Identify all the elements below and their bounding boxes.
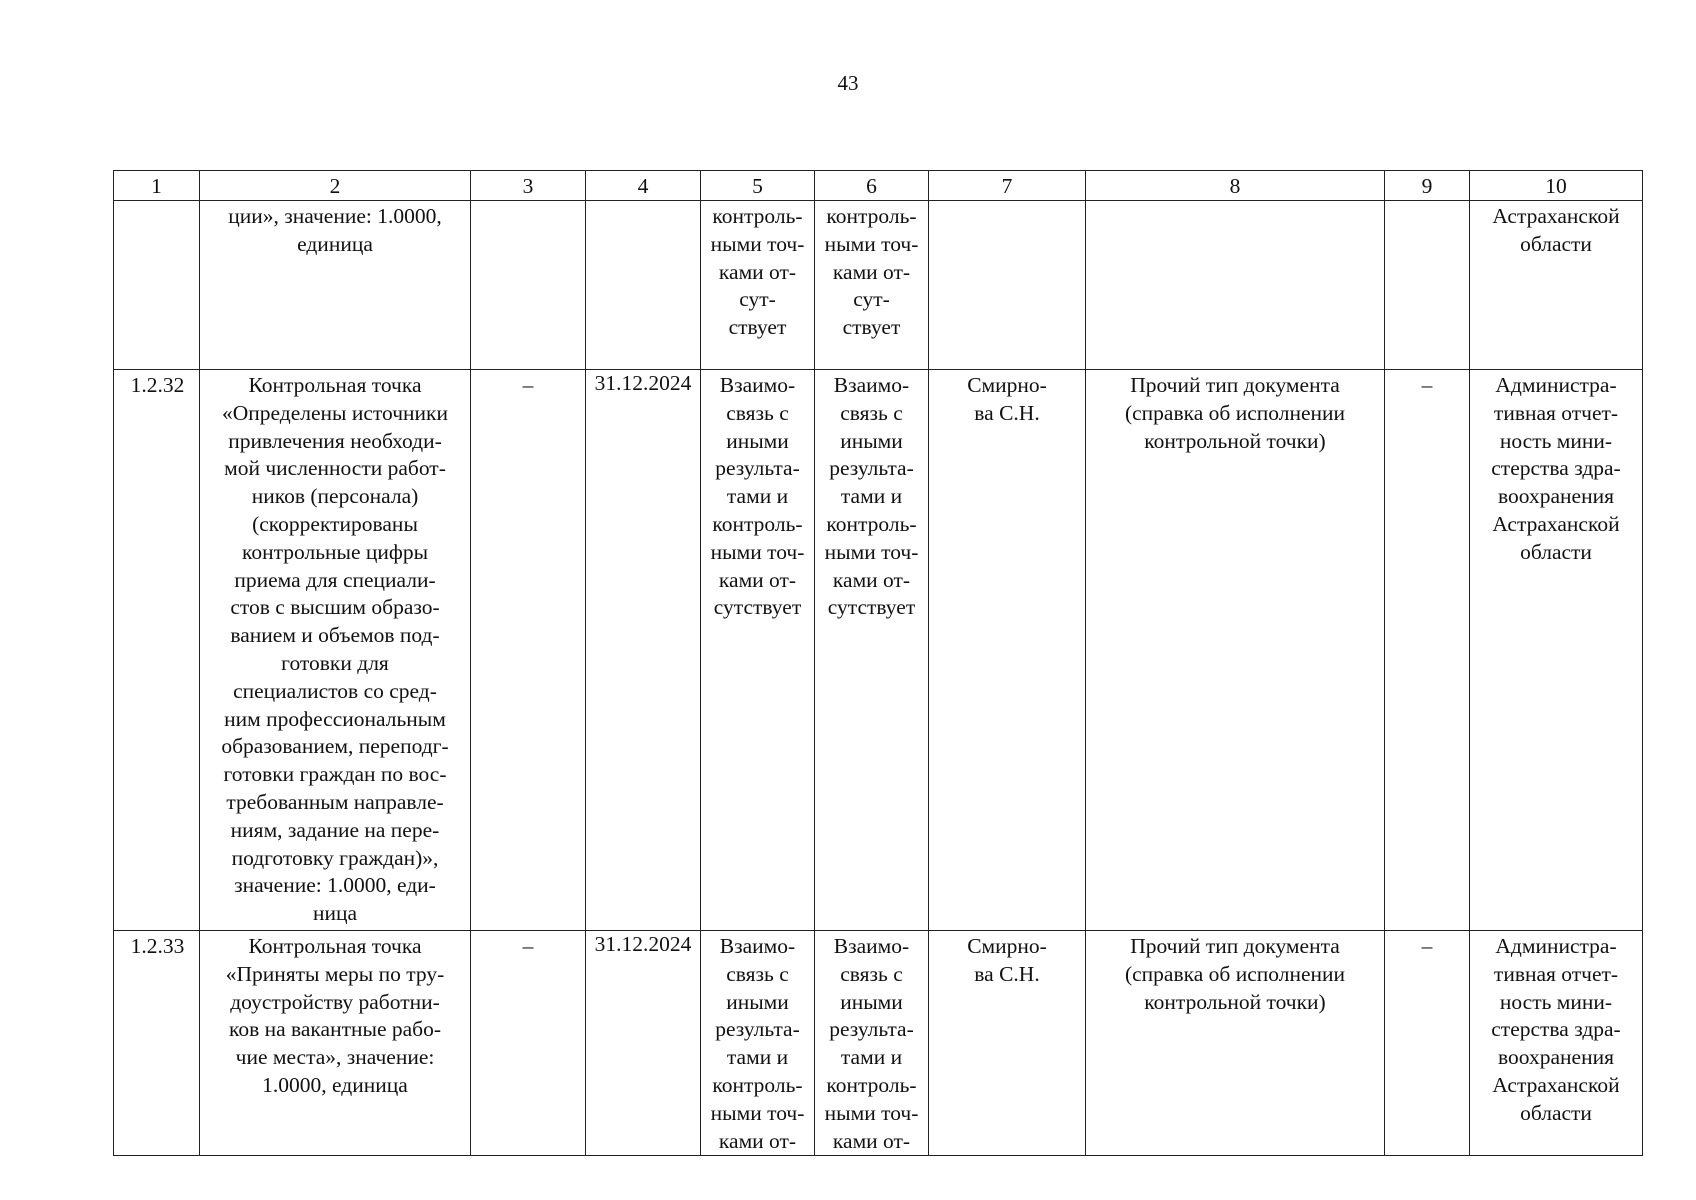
table-cell: Взаимо- связь с иными результа- тами и контроль- ными точ- ками от- bbox=[815, 931, 929, 1156]
table-cell: – bbox=[1385, 370, 1470, 931]
source-cell: Администра- тивная отчет- ность мини- стерства здра- воохранения Астраханской области bbox=[1470, 370, 1643, 931]
responsible-cell: Смирно- ва С.Н. bbox=[929, 931, 1086, 1156]
column-header: 5 bbox=[701, 171, 815, 201]
description-cell: Контрольная точка «Приняты меры по тру- доустройству работни- ков на вакантные рабо- чие места», значение: 1.0000, единица bbox=[200, 931, 471, 1156]
responsible-cell: Смирно- ва С.Н. bbox=[929, 370, 1086, 931]
table-cell: контроль- ными точ- ками от- сут- ствует bbox=[701, 201, 815, 370]
header-row bbox=[114, 171, 1643, 201]
page-number: 43 bbox=[837, 71, 859, 95]
table-cell: – bbox=[471, 370, 586, 931]
table-cell: – bbox=[1385, 931, 1470, 1156]
date-cell: 31.12.2024 bbox=[586, 931, 701, 1156]
description-cell: ции», значение: 1.0000, единица bbox=[200, 201, 471, 370]
table-cell bbox=[471, 201, 586, 370]
date-cell: 31.12.2024 bbox=[586, 370, 701, 931]
row-number-cell: 1.2.32 bbox=[114, 370, 200, 931]
row-number-cell: 1.2.33 bbox=[114, 931, 200, 1156]
document-table bbox=[113, 170, 1643, 1156]
table-cell: Взаимо- связь с иными результа- тами и контроль- ными точ- ками от- сутствует bbox=[701, 370, 815, 931]
document-type-cell: Прочий тип документа (справка об исполнении контрольной точки) bbox=[1086, 370, 1385, 931]
column-header: 7 bbox=[929, 171, 1086, 201]
source-cell: Астраханской области bbox=[1470, 201, 1643, 370]
document-type-cell: Прочий тип документа (справка об исполнении контрольной точки) bbox=[1086, 931, 1385, 1156]
table-cell: контроль- ными точ- ками от- сут- ствует bbox=[815, 201, 929, 370]
column-header: 6 bbox=[815, 171, 929, 201]
row-number-cell bbox=[114, 201, 200, 370]
table-cell: Взаимо- связь с иными результа- тами и контроль- ными точ- ками от- bbox=[701, 931, 815, 1156]
table-cell bbox=[1385, 201, 1470, 370]
table-row bbox=[114, 370, 1643, 931]
column-header: 8 bbox=[1086, 171, 1385, 201]
source-cell: Администра- тивная отчет- ность мини- стерства здра- воохранения Астраханской области bbox=[1470, 931, 1643, 1156]
description-cell: Контрольная точка «Определены источники привлечения необходи- мой численности работ- ников (персонала) (скорректированы контрольные цифры приема для специали- стов с высшим образо- ванием и объемов под- готовки для специалистов со сред- ним профессиональным образованием, переподг- готовки граждан по вос- требованным направле- ниям, задание на пере- подготовку граждан)», значение: 1.0000, еди- ница bbox=[200, 370, 471, 931]
table-row bbox=[114, 201, 1643, 370]
table-cell: Взаимо- связь с иными результа- тами и контроль- ными точ- ками от- сутствует bbox=[815, 370, 929, 931]
column-header: 9 bbox=[1385, 171, 1470, 201]
column-header: 4 bbox=[586, 171, 701, 201]
date-cell bbox=[586, 201, 701, 370]
column-header: 2 bbox=[200, 171, 471, 201]
document-type-cell bbox=[1086, 201, 1385, 370]
column-header: 10 bbox=[1470, 171, 1643, 201]
column-header: 3 bbox=[471, 171, 586, 201]
table-cell: – bbox=[471, 931, 586, 1156]
table-row bbox=[114, 931, 1643, 1156]
responsible-cell bbox=[929, 201, 1086, 370]
column-header: 1 bbox=[114, 171, 200, 201]
